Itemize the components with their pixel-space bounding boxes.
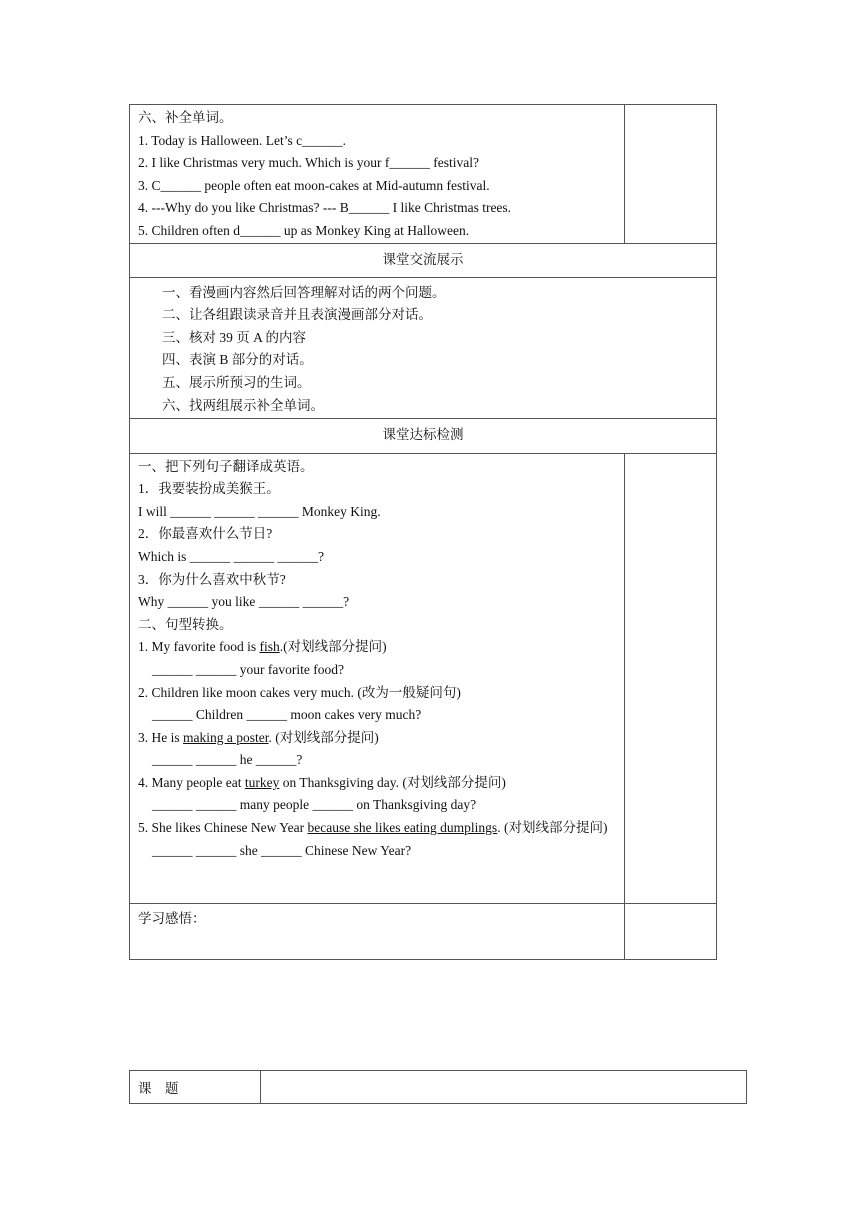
lesson-table [129, 104, 717, 960]
exercise-item: 5. Children often d______ up as Monkey King at Halloween. [138, 222, 470, 238]
underlined-part: because she likes eating dumplings [307, 820, 498, 836]
answer-line: I will ______ ______ ______ Monkey King. [138, 503, 381, 519]
activity-item: 二、让各组跟读录音并且表演漫画部分对话。 [162, 307, 432, 323]
answer-line: Why ______ you like ______ ______? [138, 594, 350, 610]
part-title: 一、把下列句子翻译成英语。 [138, 458, 314, 474]
question: 2. Children like moon cakes very much. (改为一般疑问句) [138, 684, 461, 700]
answer-line: ______ ______ your favorite food? [152, 661, 344, 677]
answer-line: ______ Children ______ moon cakes very much? [152, 707, 422, 723]
question: 4. Many people eat turkey on Thanksgiving day. (对划线部分提问) [138, 774, 506, 790]
question-cn: 1．我要装扮成美猴王。 [138, 481, 280, 497]
activity-item: 三、核对 39 页 A 的内容 [162, 329, 307, 345]
underlined-part: making a poster [183, 729, 269, 745]
exercise-item: 4. ---Why do you like Christmas? --- B______ I like Christmas trees. [138, 200, 512, 216]
activity-item: 四、表演 B 部分的对话。 [162, 352, 313, 368]
exercise-item: 3. C______ people often eat moon-cakes at Mid-autumn festival. [138, 177, 490, 193]
topic-table [129, 1070, 747, 1104]
section-title: 六、补全单词。 [138, 110, 233, 125]
reflection-cell [130, 903, 625, 959]
topic-label: 课 题 [130, 1071, 261, 1104]
underlined-part: fish [259, 639, 280, 655]
question-cn: 2．你最喜欢什么节日? [138, 526, 273, 542]
topic-field[interactable] [261, 1071, 747, 1104]
question: 1. My favorite food is fish.(对划线部分提问) [138, 639, 387, 655]
exchange-section [130, 277, 717, 418]
notes-cell [625, 903, 717, 959]
activity-item: 六、找两组展示补全单词。 [162, 397, 324, 413]
question-cn: 3．你为什么喜欢中秋节? [138, 571, 286, 587]
answer-line: ______ ______ she ______ Chinese New Year? [152, 842, 412, 858]
answer-line: ______ ______ many people ______ on Thanksgiving day? [152, 797, 477, 813]
activity-item: 一、看漫画内容然后回答理解对话的两个问题。 [162, 284, 446, 300]
reflection-label: 学习感悟： [138, 910, 206, 926]
section-header-exchange: 课堂交流展示 [130, 243, 717, 277]
test-section [130, 453, 625, 903]
answer-line: Which is ______ ______ ______? [138, 548, 324, 564]
notes-cell [625, 105, 717, 244]
question: 5. She likes Chinese New Year because she likes eating dumplings. (对划线部分提问) [138, 820, 608, 836]
notes-cell [625, 453, 717, 903]
fill-words-section [130, 105, 625, 244]
exercise-item: 2. I like Christmas very much. Which is your f______ festival? [138, 155, 479, 171]
answer-line: ______ ______ he ______? [152, 752, 303, 768]
question: 3. He is making a poster. (对划线部分提问) [138, 729, 379, 745]
part-title: 二、句型转换。 [138, 616, 233, 632]
section-header-test: 课堂达标检测 [130, 418, 717, 453]
activity-item: 五、展示所预习的生词。 [162, 374, 311, 390]
exercise-item: 1. Today is Halloween. Let’s c______. [138, 132, 347, 148]
underlined-part: turkey [244, 774, 280, 790]
